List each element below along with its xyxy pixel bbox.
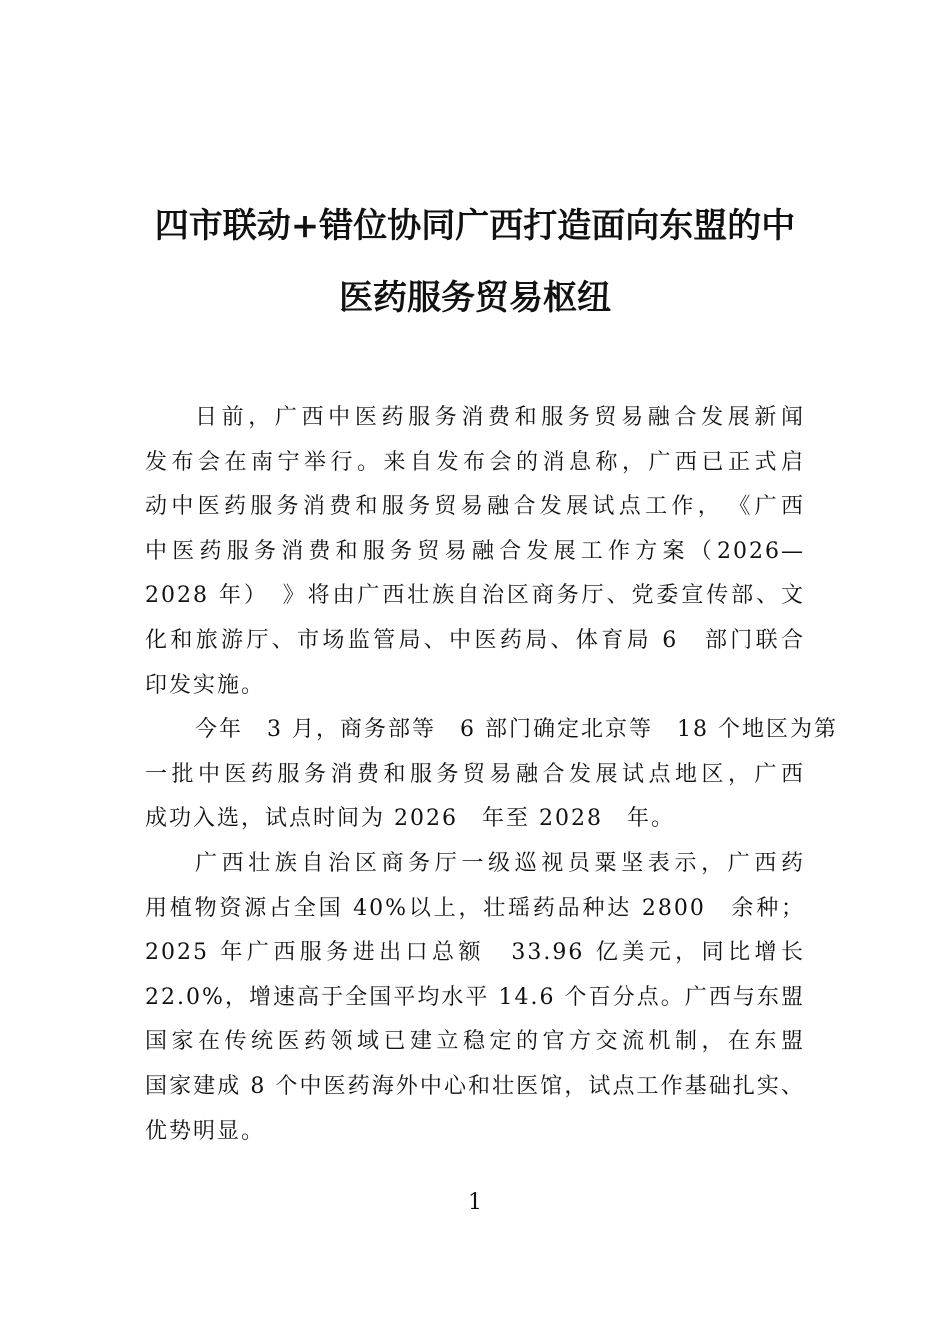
paragraph-resources-and-trade xyxy=(145,842,805,1154)
paragraph-line: 成功入选，试点时间为 2026 年至 2028 年。 xyxy=(145,806,675,832)
paragraph-press-conference xyxy=(145,396,805,708)
paragraph-line: 2028 年） 》将由广西壮族自治区商务厅、党委宣传部、文 xyxy=(145,583,805,609)
paragraph-line: 动中医药服务消费和服务贸易融合发展试点工作， 《广西 xyxy=(145,494,805,520)
paragraph-line: 日前，广西中医药服务消费和服务贸易融合发展新闻 xyxy=(195,405,805,430)
paragraph-line: 2025 年广西服务进出口总额 33.96 亿美元，同比增长 xyxy=(145,940,805,966)
paragraph-line: 22.0%，增速高于全国平均水平 14.6 个百分点。广西与东盟 xyxy=(145,984,805,1010)
paragraph-line: 用植物资源占全国 40%以上，壮瑶药品种达 2800 余种； xyxy=(145,895,805,921)
paragraph-line: 今年 3 月，商务部等 6 部门确定北京等 18 个地区为第 xyxy=(195,717,838,743)
paragraph-line: 优势明显。 xyxy=(145,1118,266,1144)
paragraph-line: 广西壮族自治区商务厅一级巡视员粟坚表示，广西药 xyxy=(195,850,805,876)
paragraph-line: 一批中医药服务消费和服务贸易融合发展试点地区，广西 xyxy=(145,761,805,787)
paragraph-line: 发布会在南宁举行。来自发布会的消息称，广西已正式启 xyxy=(145,449,805,475)
document-body xyxy=(145,396,838,1154)
title-line: 医药服务贸易枢纽 xyxy=(339,278,611,318)
paragraph-line: 中医药服务消费和服务贸易融合发展工作方案（2026— xyxy=(145,538,805,564)
document-title xyxy=(120,190,830,334)
paragraph-line: 国家建成 8 个中医药海外中心和壮医馆，试点工作基础扎实、 xyxy=(145,1073,805,1099)
paragraph-line: 印发实施。 xyxy=(145,672,266,698)
paragraph-pilot-selection xyxy=(145,708,838,842)
paragraph-line: 化和旅游厅、市场监管局、中医药局、体育局 6 部门联合 xyxy=(145,627,805,653)
paragraph-line: 国家在传统医药领域已建立稳定的官方交流机制，在东盟 xyxy=(145,1029,805,1055)
page-number: 1 xyxy=(468,1190,482,1215)
title-line: 四市联动+错位协同广西打造面向东盟的中 xyxy=(154,206,796,246)
